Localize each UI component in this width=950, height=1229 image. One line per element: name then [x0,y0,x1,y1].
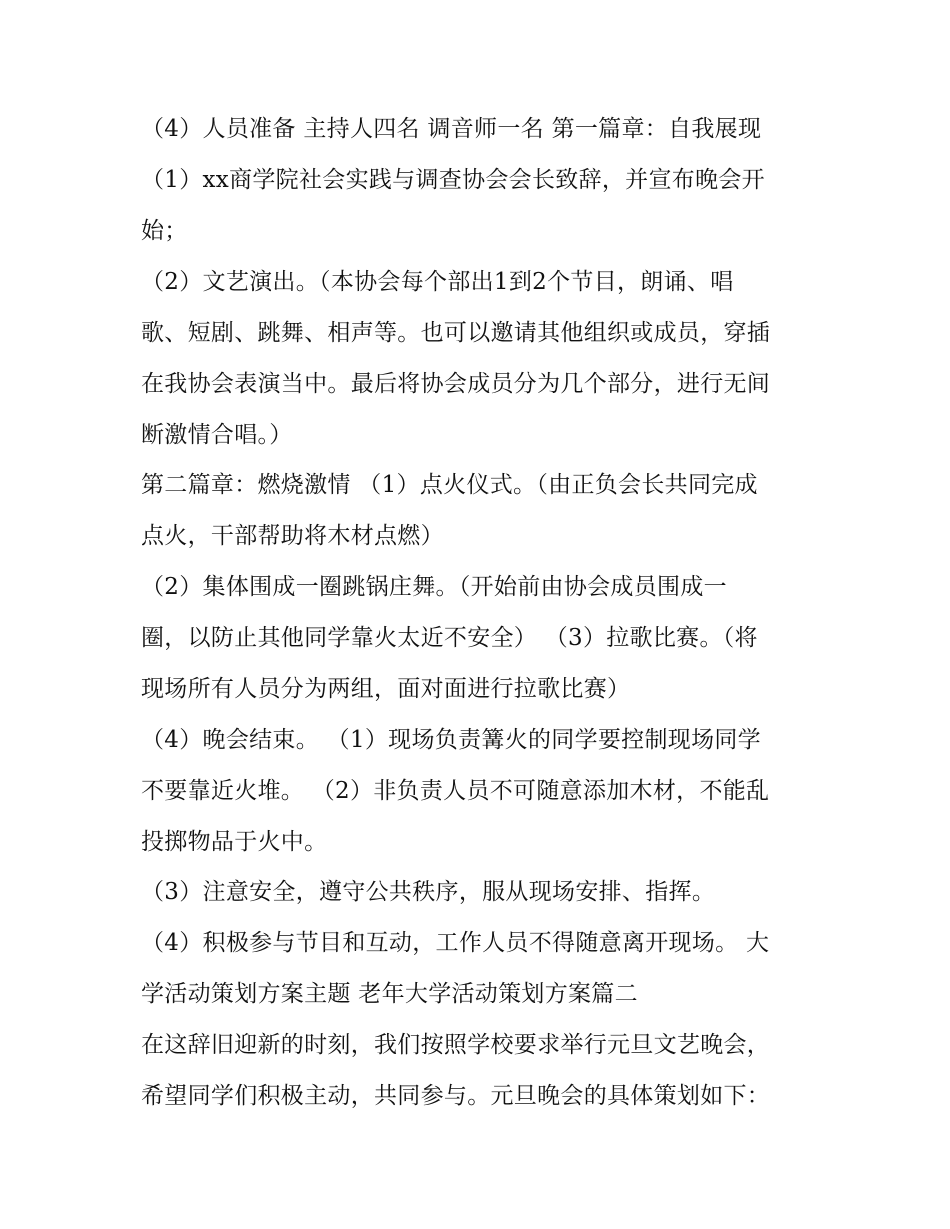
text-line: 第二篇章：燃烧激情 （1）点火仪式。（由正负会长共同完成 [141,472,758,498]
text-line: （1）xx商学院社会实践与调查协会会长致辞，并宣布晚会开 [141,167,765,193]
text-line: （2）文艺演出。（本协会每个部出1到2个节目，朗诵、唱 [141,269,734,295]
text-line: 点火，干部帮助将木材点燃） [141,523,444,549]
text-line: 歌、短剧、跳舞、相声等。也可以邀请其他组织或成员，穿插 [141,320,771,346]
text-line: 不要靠近火堆。 （2）非负责人员不可随意添加木材，不能乱 [141,778,770,804]
text-line: 在这辞旧迎新的时刻，我们按照学校要求举行元旦文艺晚会， [141,1032,771,1058]
text-line: 学活动策划方案主题 老年大学活动策划方案篇二 [141,981,638,1007]
text-line: 始； [141,218,188,244]
text-line: 投掷物品于火中。 [141,829,328,855]
text-line: 希望同学们积极主动，共同参与。元旦晚会的具体策划如下： [141,1083,771,1109]
text-line: （2）集体围成一圈跳锅庄舞。（开始前由协会成员围成一 [141,574,727,600]
text-line: 在我协会表演当中。最后将协会成员分为几个部分，进行无间 [141,371,771,397]
text-line: （3）注意安全，遵守公共秩序，服从现场安排、指挥。 [141,879,716,905]
text-line: （4）人员准备 主持人四名 调音师一名 第一篇章：自我展现 [141,116,762,142]
text-line: 断激情合唱。） [141,422,293,448]
text-line: 现场所有人员分为两组，面对面进行拉歌比赛） [141,676,631,702]
text-line: 圈，以防止其他同学靠火太近不安全） （3）拉歌比赛。（将 [141,625,758,651]
text-line: （4）积极参与节目和互动，工作人员不得随意离开现场。 大 [141,930,770,956]
text-line: （4）晚会结束。 （1）现场负责篝火的同学要控制现场同学 [141,727,761,753]
